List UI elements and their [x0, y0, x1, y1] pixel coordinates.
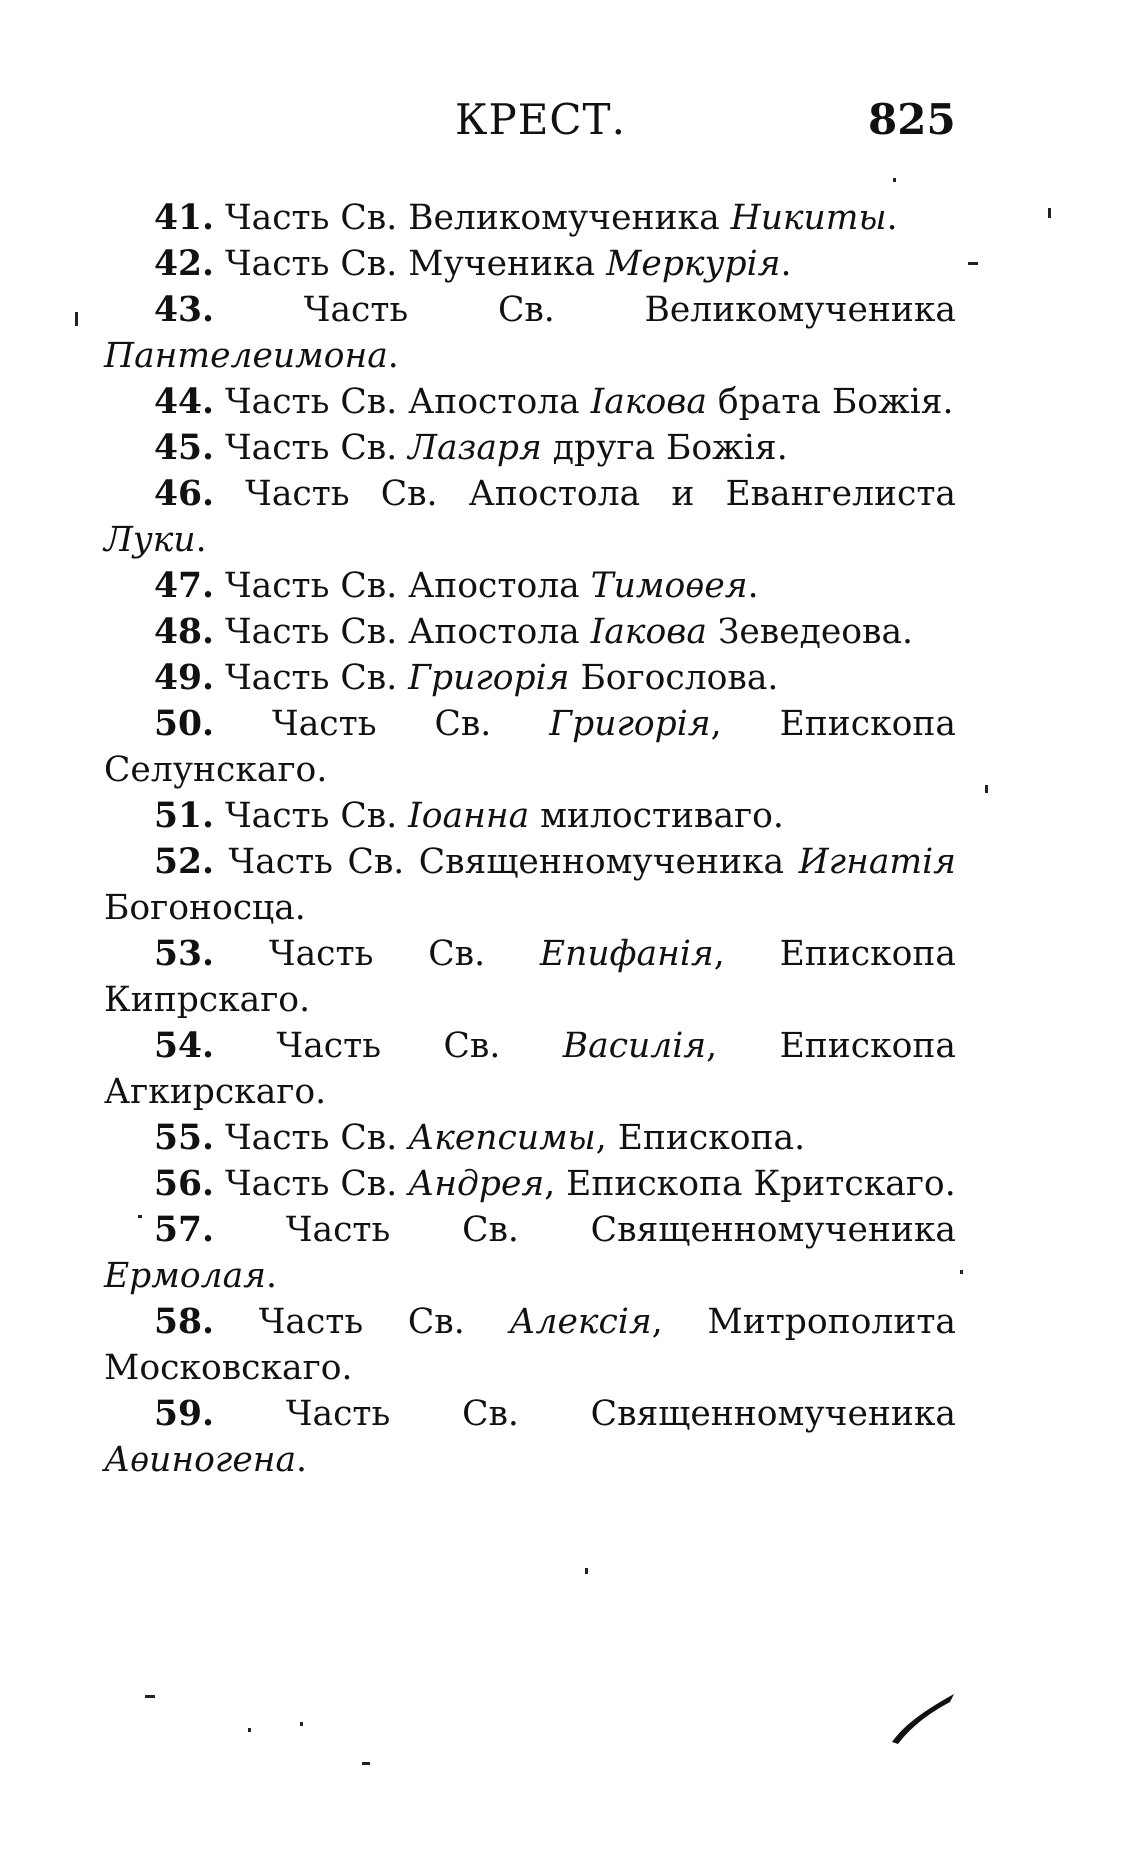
entry-text: Часть Св.: [214, 1118, 409, 1158]
entry-text: Часть Св.: [214, 1026, 563, 1066]
entry-text: , Епископа Селунскаго.: [104, 704, 956, 790]
saint-name: Тимоѳея: [590, 566, 748, 606]
list-item: [104, 1391, 956, 1483]
ink-speck: [960, 1270, 963, 1274]
entry-number: 48.: [154, 612, 215, 652]
entry-text: Часть Св. Священномученика: [214, 842, 799, 882]
ink-speck: [248, 1728, 251, 1732]
entry-text: .: [780, 244, 792, 284]
entry-text: Часть Св.: [214, 1302, 510, 1342]
ink-speck: [985, 785, 988, 793]
saint-name: Никиты: [730, 198, 887, 238]
entry-text: .: [747, 566, 759, 606]
entry-text: Часть Св.: [214, 934, 540, 974]
entry-text: .: [886, 198, 898, 238]
saint-name: Аѳиногена: [104, 1440, 297, 1480]
entry-text: Часть Св.: [214, 658, 409, 698]
entry-number: 45.: [154, 428, 215, 468]
saint-name: Луки: [104, 520, 196, 560]
entry-number: 47.: [154, 566, 215, 606]
entry-text: .: [266, 1256, 277, 1296]
entry-text: Часть Св. Мученика: [214, 244, 607, 284]
entry-number: 46.: [154, 474, 215, 514]
list-item: [104, 563, 956, 609]
running-head: [0, 95, 1140, 155]
ink-speck: [585, 1568, 588, 1574]
entry-text: Часть Св. Великомученика: [214, 290, 956, 330]
entry-number: 43.: [154, 290, 215, 330]
ink-speck: [893, 178, 896, 182]
ink-speck: [968, 262, 978, 265]
list-item: [104, 655, 956, 701]
ink-speck: [145, 1695, 155, 1698]
saint-name: Меркурія: [606, 244, 781, 284]
saint-name: Ермолая: [104, 1256, 267, 1296]
list-item: [104, 287, 956, 379]
entry-text: Зеведеова.: [706, 612, 913, 652]
entry-text: Часть Св.: [214, 796, 409, 836]
saint-name: Андрея: [408, 1164, 545, 1204]
entry-number: 41.: [154, 198, 215, 238]
entry-text: , Епископа Критскаго.: [544, 1164, 956, 1204]
saint-name: Лазаря: [408, 428, 542, 468]
entry-text: , Епископа Кипрскаго.: [104, 934, 956, 1020]
relic-list: [104, 195, 956, 1483]
entry-text: .: [387, 336, 399, 376]
list-item: [104, 1299, 956, 1391]
saint-name: Іакова: [590, 382, 707, 422]
ink-speck: [75, 312, 78, 326]
list-item: [104, 839, 956, 931]
list-item: [104, 425, 956, 471]
entry-text: друга Божія.: [541, 428, 788, 468]
entry-text: Богослова.: [569, 658, 779, 698]
entry-number: 56.: [154, 1164, 215, 1204]
entry-number: 50.: [154, 704, 215, 744]
ink-speck: [138, 1215, 142, 1218]
entry-number: 49.: [154, 658, 215, 698]
saint-name: Игнатія: [798, 842, 956, 882]
ink-speck: [1048, 208, 1051, 218]
entry-text: .: [195, 520, 207, 560]
saint-name: Акепсимы: [408, 1118, 596, 1158]
entry-text: , Митрополита Московскаго.: [104, 1302, 956, 1388]
entry-text: , Епископа Агкирскаго.: [104, 1026, 956, 1112]
list-item: [104, 931, 956, 1023]
list-item: [104, 195, 956, 241]
list-item: [104, 609, 956, 655]
entry-text: Часть Св.: [214, 428, 409, 468]
page-number: 825: [868, 95, 956, 144]
entry-number: 54.: [154, 1026, 215, 1066]
entry-number: 53.: [154, 934, 215, 974]
entry-text: Богоносца.: [104, 888, 306, 928]
list-item: [104, 701, 956, 793]
list-item: [104, 1115, 956, 1161]
entry-text: брата Божія.: [706, 382, 954, 422]
entry-number: 58.: [154, 1302, 215, 1342]
entry-number: 52.: [154, 842, 215, 882]
entry-number: 55.: [154, 1118, 215, 1158]
saint-name: Алексія: [509, 1302, 652, 1342]
entry-number: 42.: [154, 244, 215, 284]
entry-number: 59.: [154, 1394, 215, 1434]
list-item: [104, 241, 956, 287]
list-item: [104, 1161, 956, 1207]
list-item: [104, 1023, 956, 1115]
entry-text: .: [296, 1440, 308, 1480]
list-item: [104, 379, 956, 425]
list-item: [104, 793, 956, 839]
entry-text: , Епископа.: [595, 1118, 806, 1158]
entry-text: Часть Св. Апостола: [214, 612, 591, 652]
saint-name: Іакова: [590, 612, 707, 652]
entry-text: Часть Св. Апостола и Евангелиста: [214, 474, 956, 514]
saint-name: Василія: [562, 1026, 707, 1066]
entry-text: Часть Св. Апостола: [214, 566, 591, 606]
saint-name: Григорія: [549, 704, 711, 744]
ink-speck: [362, 1762, 370, 1765]
ink-smudge: [888, 1688, 958, 1748]
entry-text: Часть Св. Священномученика: [214, 1394, 956, 1434]
list-item: [104, 471, 956, 563]
entry-number: 44.: [154, 382, 215, 422]
saint-name: Іоанна: [408, 796, 530, 836]
entry-text: Часть Св. Великомученика: [214, 198, 731, 238]
entry-text: Часть Св. Апостола: [214, 382, 591, 422]
ink-speck: [300, 1722, 303, 1726]
saint-name: Пантелеимона: [104, 336, 388, 376]
saint-name: Григорія: [408, 658, 570, 698]
page-title: КРЕСТ.: [455, 95, 626, 144]
entry-number: 57.: [154, 1210, 215, 1250]
entry-text: Часть Св. Священномученика: [214, 1210, 956, 1250]
saint-name: Епифанія: [539, 934, 714, 974]
list-item: [104, 1207, 956, 1299]
entry-text: Часть Св.: [214, 1164, 409, 1204]
entry-text: милостиваго.: [529, 796, 784, 836]
entry-text: Часть Св.: [214, 704, 550, 744]
entry-number: 51.: [154, 796, 215, 836]
